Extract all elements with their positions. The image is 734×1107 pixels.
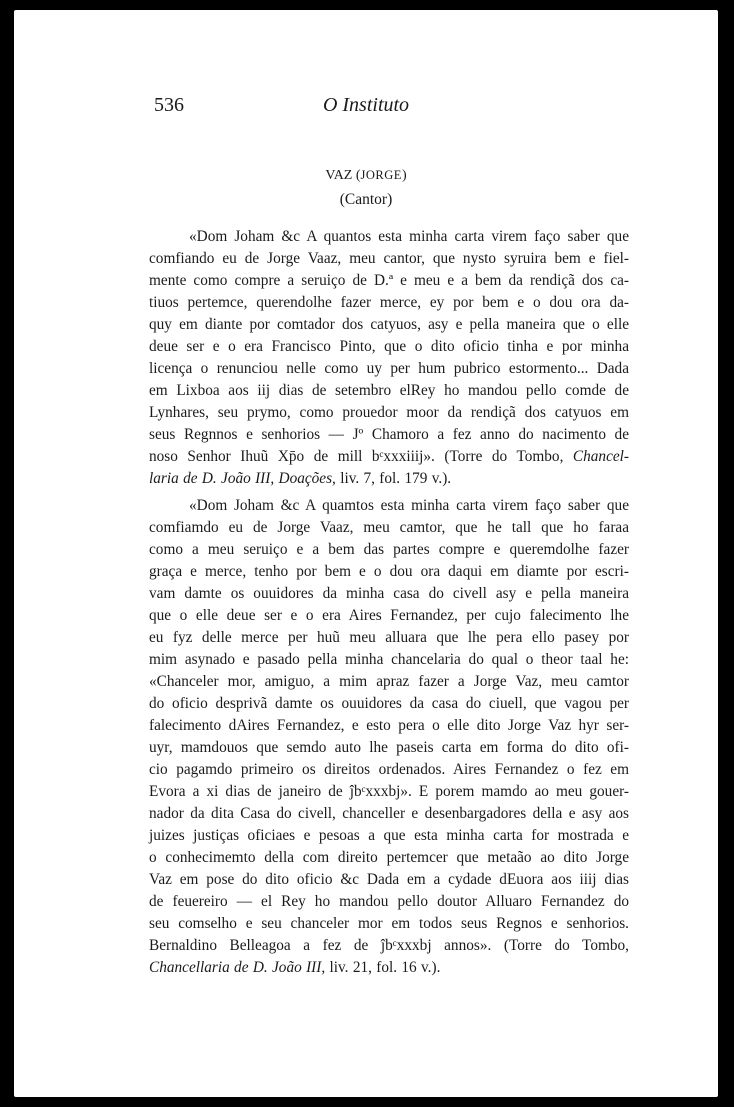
page-header [14,94,718,124]
text-line: do oficio desprivã damte os ouuidores da casa do ciuell, que vagou per [149,695,629,712]
text-line: «Dom Joham &c A quamtos esta minha carta virem faço saber que [189,497,629,514]
page-number: 536 [154,94,184,116]
text-line: Vaz em pose do dito oficio &c Dada em a cydade dEuora aos iiij dias [149,871,629,888]
text-line: em Lixboa aos iij dias de setembro elRey ho mandou pello comde de [149,382,629,399]
text-line: que o elle deue ser e o era Aires Fernandez, per cujo falecimento lhe [149,607,629,624]
text-line: eu fyz delle merce per huũ meu alluara que lhe pera ello pasey por [149,629,629,646]
text-line: licença o renunciou nelle como uy per hum pubrico estormento... Dada [149,360,629,377]
text-line: seus Regnnos e senhorios — Jº Chamoro a fez anno do nacimento de [149,426,629,443]
citation-italic: Chancellaria de D. João III, [149,959,326,976]
entry-title-suffix: ) [401,168,407,183]
text-line: Bernaldino Belleagoa a fez de ĵbᶜxxxbj annos». (Torre do Tombo, [149,937,629,954]
text-line: «Chanceler mor, amiguo, a mim apraz fazer a Jorge Vaz, meu camtor [149,673,629,690]
text-line: comfiamdo eu de Jorge Vaaz, meu camtor, que he tall que ho faraa [149,519,629,536]
text-line: deue ser e o era Francisco Pinto, que o dito oficio tinha e por minha [149,338,629,355]
text-line: Evora a xi dias de janeiro de ĵbᶜxxxbj». E porem mamdo ao meu gouer- [149,783,629,800]
citation-italic: Chancel- [572,448,629,465]
text-line: juizes justiças oficiaes e pesoas a que esta minha carta for mostrada e [149,827,629,844]
document-page [14,10,718,1097]
text-line: mente como compre a seruiço de D.ª e meu e a bem da rendiçã dos ca- [149,272,629,289]
text-line: graça e merce, tenho por bem e o dou ora daqui em diamte por escri- [149,563,629,580]
citation-tail: liv. 21, fol. 16 v.). [325,959,441,976]
text-line: tiuos pertemce, querendolhe fazer merce, ey por bem e o dou ora da- [149,294,629,311]
running-title: O Instituto [322,94,410,116]
text-line: nador da dita Casa do civell, chanceller e desenbargadores della e asy aos [149,805,629,822]
text-line: seu comselho e seu chanceler mor em todos seus Regnos e senhorios. [149,915,629,932]
citation-italic: laria de D. João III, Doações, [149,470,336,487]
text-line: de feuereiro — el Rey ho mandou pello doutor Alluaro Fernandez do [149,893,629,910]
text-line-content: noso Senhor Ihuũ Xp̄o de mill bᶜxxxiiij». (Torre do Tombo, [149,448,573,465]
citation-tail: liv. 7, fol. 179 v.). [335,470,452,487]
entry-title-prefix: VAZ ( [325,168,361,183]
text-line: Lynhares, seu prymo, como prouedor moor da rendiçã dos catyuos em [149,404,629,421]
text-line: o conhecimemto della com direito pertemcer que metaão ao dito Jorge [149,849,629,866]
text-line: «Dom Joham &c A quantos esta minha carta virem faço saber que [189,228,629,245]
text-line: falecimento dAires Fernandez, e esto pera o elle dito Jorge Vaz hyr ser- [149,717,629,734]
text-line: uyr, mamdouos que semdo auto lhe paseis carta em forma do dito ofi- [149,739,629,756]
document-paragraph-2 [149,495,629,979]
text-line: como a meu seruiço e a bem das partes compre e queremdolhe fazer [149,541,629,558]
text-line: cio pagamdo primeiro os direitos ordenados. Aires Fernandez o fez em [149,761,629,778]
text-line [149,957,629,979]
text-line: quy em diante por comtador dos catyuos, asy e pella maneira que o elle [149,316,629,333]
entry-subtitle: (Cantor) [339,191,393,208]
text-line [149,446,629,468]
text-line: mim asynado e pasado pella minha chancelaria do qual o theor taal he: [149,651,629,668]
entry-title [14,168,718,184]
text-line: vam damte os ouuidores da minha casa do civell asy e pella maneira [149,585,629,602]
document-paragraph-1 [149,226,629,490]
text-line [149,468,629,490]
text-line: comfiando eu de Jorge Vaaz, meu cantor, que nysto syruira bem e fiel- [149,250,629,267]
entry-title-name: JORGE [360,168,402,182]
